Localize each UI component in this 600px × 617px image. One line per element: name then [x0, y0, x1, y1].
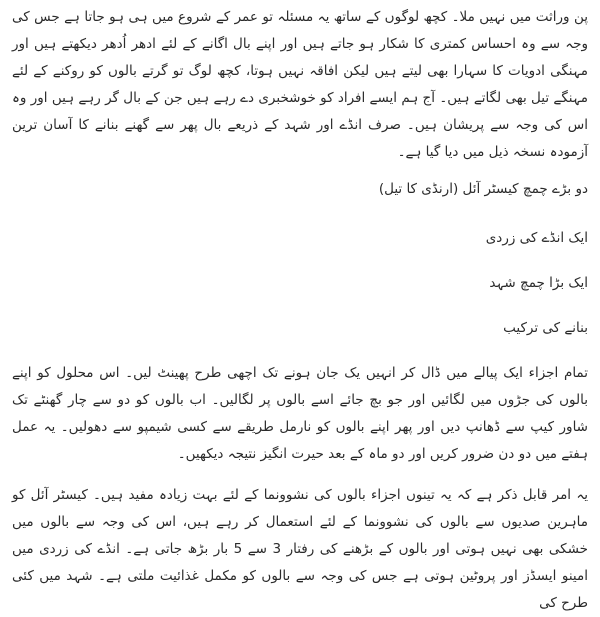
ingredient-egg-yolk: ایک انڈے کی زردی [485, 230, 588, 246]
ingredient-castor-oil: دو بڑے چمچ کیسٹر آئل (ارنڈی کا تیل) [378, 181, 588, 197]
method-heading: بنانے کی ترکیب [503, 320, 588, 336]
intro-paragraph: پن وراثت میں نہیں ملا۔ کچھ لوگوں کے ساتھ یہ مسئلہ تو عمر کے شروع میں ہی ہو جاتا ہے جس کی وجہ سے وہ احساس کمتری کا شکار ہو جاتے ہیں اور اپنے بال اگانے کے لئے ادھر اُدھر دیکھتے ہیں اور مہنگی ادویات کا سہارا بھی لیتے ہیں لیکن افاقہ نہیں ہوتا، کچھ لوگ تو گرتے بالوں کو روکنے کے لئے مہنگے تیل بھی لگاتے ہیں۔ آج ہم ایسے افراد کو خوشخبری دے رہے ہیں جن کے بال گر رہے ہیں اور وہ اس کی وجہ سے پریشان ہیں۔ صرف انڈے اور شہد کے ذریعے بال پھر سے گھنے بنانے کا آسان ترین آزمودہ نسخہ ذیل میں دیا گیا ہے۔ [12, 9, 588, 160]
ingredient-honey: ایک بڑا چمچ شہد [489, 275, 588, 291]
method-paragraph: تمام اجزاء ایک پیالے میں ڈال کر انہیں یک جان ہونے تک اچھی طرح پھینٹ لیں۔ اس محلول کو اپنے بالوں کی جڑوں میں لگائیں اور جو بچ جائے اسے بالوں پر لگالیں۔ اب بالوں کو دو سے چار گھنٹے تک شاور کیپ سے ڈھانپ دیں اور پھر اپنے بالوں کو نارمل طریقے سے کسی شیمپو سے دھولیں۔ یہ عمل ہفتے میں دو دن ضرور کریں اور دو ماہ کے بعد حیرت انگیز نتیجہ دیکھیں۔ [12, 365, 588, 462]
notes-paragraph: یہ امر قابل ذکر ہے کہ یہ تینوں اجزاء بالوں کی نشوونما کے لئے بہت زیادہ مفید ہیں۔ کیسٹر آئل کو ماہرین صدیوں سے بالوں کی نشوونما کے لئے استعمال کر رہے ہیں، اس کی وجہ سے بالوں میں خشکی بھی نہیں ہوتی اور بالوں کے بڑھنے کی رفتار 3 سے 5 بار بڑھ جاتی ہے۔ انڈے کی زردی میں امینو ایسڈز اور پروٹین ہوتی ہے جس کی وجہ سے بالوں کو مکمل غذائیت ملتی ہے۔ شہد میں کئی طرح کی [12, 487, 588, 611]
